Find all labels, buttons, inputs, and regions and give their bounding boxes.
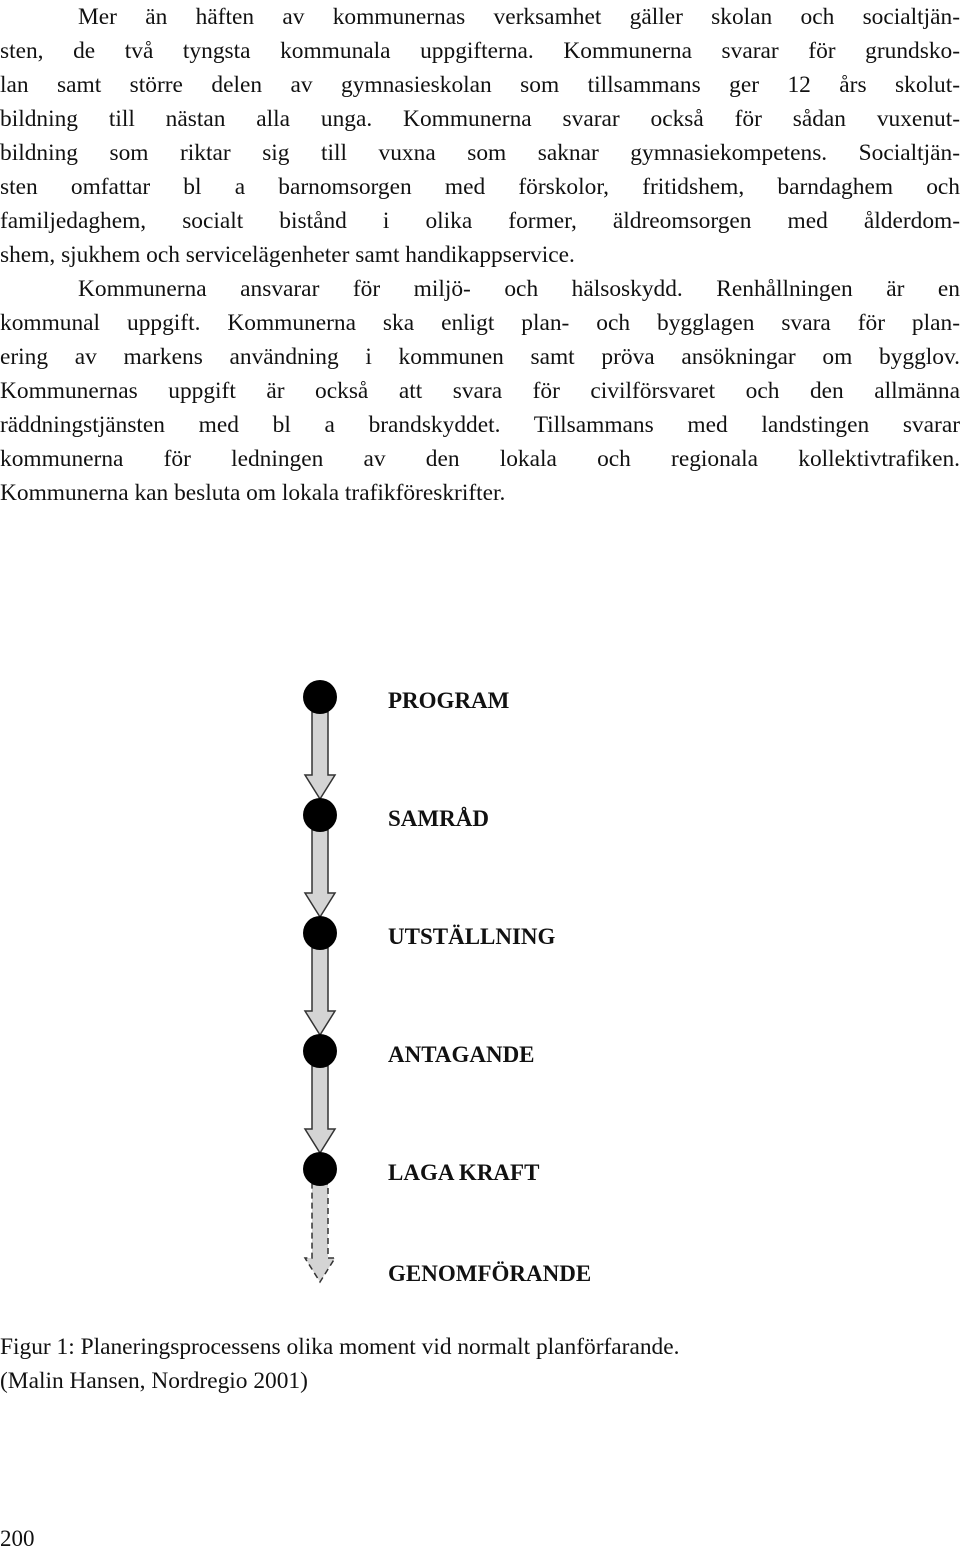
step-label-antagande: ANTAGANDE bbox=[388, 1042, 535, 1067]
text-line: räddningstjänsten med bl a brandskyddet. Tillsammans med landstingen svarar bbox=[0, 412, 960, 438]
process-node bbox=[303, 798, 337, 832]
text-line: sten, de två tyngsta kommunala uppgifterna. Kommunerna svarar för grundsko- bbox=[0, 38, 960, 64]
text-line: shem, sjukhem och servicelägenheter samt handikappservice. bbox=[0, 242, 575, 268]
figure-caption: Figur 1: Planeringsprocessens olika moment vid normalt planförfarande. bbox=[0, 1334, 680, 1360]
text-line: Kommunerna ansvarar för miljö- och hälsoskydd. Renhållningen är en bbox=[78, 276, 960, 302]
process-arrow bbox=[305, 1066, 335, 1153]
dashed-process-arrow bbox=[305, 1184, 335, 1282]
text-line: bildning till nästan alla unga. Kommunerna svarar också för sådan vuxenut- bbox=[0, 106, 960, 132]
text-line: ering av markens användning i kommunen samt pröva ansökningar om bygglov. bbox=[0, 344, 960, 370]
process-arrow bbox=[305, 948, 335, 1035]
step-label-genomforande: GENOMFÖRANDE bbox=[388, 1261, 592, 1286]
step-label-utstallning: UTSTÄLLNING bbox=[388, 924, 556, 949]
step-label-laga-kraft: LAGA KRAFT bbox=[388, 1160, 540, 1185]
text-line: kommunerna för ledningen av den lokala och regionala kollektivtrafiken. bbox=[0, 446, 960, 472]
figure-source: (Malin Hansen, Nordregio 2001) bbox=[0, 1368, 308, 1394]
step-label-program: PROGRAM bbox=[388, 688, 510, 713]
process-node bbox=[303, 1152, 337, 1186]
process-node bbox=[303, 1034, 337, 1068]
text-line: bildning som riktar sig till vuxna som saknar gymnasiekompetens. Socialtjän- bbox=[0, 140, 960, 166]
text-line: kommunal uppgift. Kommunerna ska enligt plan- och bygglagen svara för plan- bbox=[0, 310, 960, 336]
process-node bbox=[303, 680, 337, 714]
text-line: Kommunerna kan besluta om lokala trafikföreskrifter. bbox=[0, 480, 506, 506]
text-line: familjedaghem, socialt bistånd i olika former, äldreomsorgen med ålderdom- bbox=[0, 208, 960, 234]
text-line: Kommunernas uppgift är också att svara för civilförsvaret och den allmänna bbox=[0, 378, 960, 404]
planning-process-diagram bbox=[0, 660, 700, 1300]
text-line: Mer än häften av kommunernas verksamhet gäller skolan och socialtjän- bbox=[78, 4, 960, 30]
page-number: 200 bbox=[0, 1526, 35, 1551]
step-label-samrad: SAMRÅD bbox=[388, 806, 489, 831]
process-node bbox=[303, 916, 337, 950]
text-line: sten omfattar bl a barnomsorgen med förskolor, fritidshem, barndaghem och bbox=[0, 174, 960, 200]
process-arrow bbox=[305, 830, 335, 917]
process-arrow bbox=[305, 712, 335, 799]
diagram-shapes bbox=[303, 680, 337, 1282]
text-line: lan samt större delen av gymnasieskolan som tillsammans ger 12 års skolut- bbox=[0, 72, 960, 98]
